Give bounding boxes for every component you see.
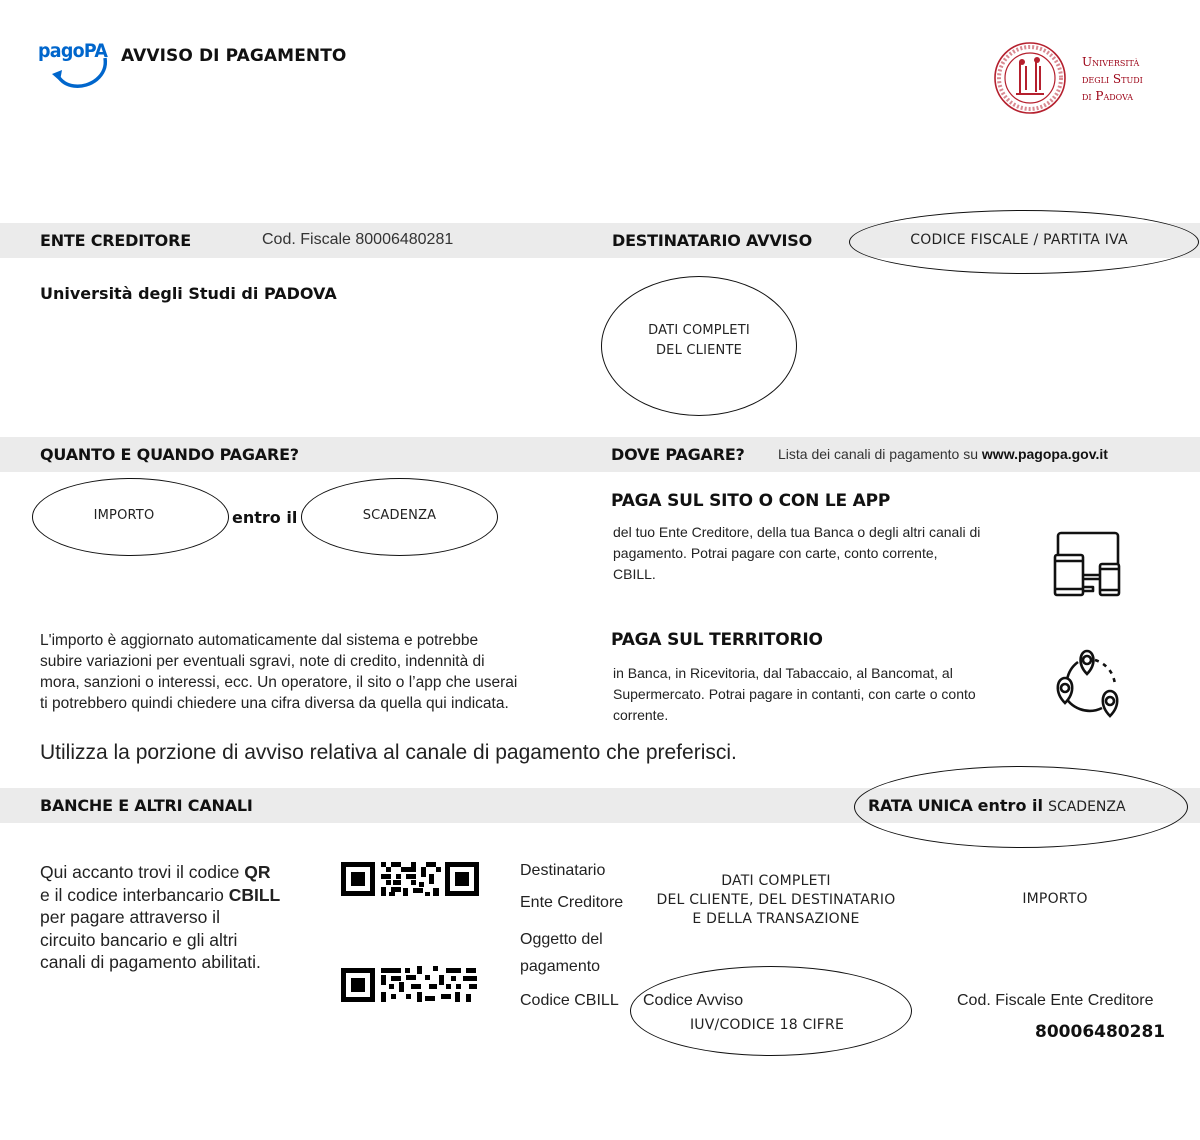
dati-cliente-text xyxy=(601,321,797,361)
importo-note xyxy=(40,630,517,714)
ente-creditore-heading: ENTE CREDITORE xyxy=(40,231,191,250)
desc-line3: per pagare attraverso il xyxy=(40,907,220,927)
label-codice-cbill: Codice CBILL xyxy=(520,992,619,1009)
dove-pagare-heading: DOVE PAGARE? xyxy=(611,445,745,464)
codice-avviso-field xyxy=(630,966,912,1056)
rata-unica-text xyxy=(868,796,1126,815)
pagopa-link[interactable]: www.pagopa.gov.it xyxy=(981,446,1108,462)
importo-note-line4: ti potrebbero quindi chiedere una cifra diversa da quella qui indicata. xyxy=(40,695,509,712)
map-pins-icon xyxy=(1050,648,1126,720)
rata-entro-label: entro il xyxy=(977,796,1043,815)
dati-cliente-line2: DEL CLIENTE xyxy=(655,343,743,358)
ente-codice-fiscale: Cod. Fiscale 80006480281 xyxy=(262,231,454,248)
scadenza-placeholder: SCADENZA xyxy=(362,508,437,523)
destinatario-heading: DESTINATARIO AVVISO xyxy=(612,231,812,250)
label-ente-creditore: Ente Creditore xyxy=(520,894,624,911)
importo-value: IMPORTO xyxy=(1022,891,1088,907)
paga-online-line1: del tuo Ente Creditore, della tua Banca o degli altri canali di xyxy=(613,524,981,540)
paga-territorio-heading: PAGA SUL TERRITORIO xyxy=(611,630,823,650)
importo-note-line1: L'importo è aggiornato automaticamente dal sistema e potrebbe xyxy=(40,632,479,649)
label-oggetto-line1: Oggetto del xyxy=(520,931,603,948)
dati-transazione xyxy=(640,872,912,929)
page-title: AVVISO DI PAGAMENTO xyxy=(121,46,347,66)
paga-online-line2: pagamento. Potrai pagare con carte, conto corrente, xyxy=(613,545,938,561)
codice-fiscale-placeholder: CODICE FISCALE / PARTITA IVA xyxy=(910,232,1128,248)
rata-scadenza-placeholder: SCADENZA xyxy=(1048,799,1126,815)
paga-online-line3: CBILL. xyxy=(613,566,656,582)
rata-unica-label: RATA UNICA xyxy=(868,796,973,815)
pagopa-arrow-icon xyxy=(38,40,112,90)
paga-online-text xyxy=(613,522,980,585)
dati-transazione-line2: DEL CLIENTE, DEL DESTINATARIO xyxy=(656,892,896,908)
dati-transazione-line1: DATI COMPLETI xyxy=(721,873,831,889)
label-destinatario: Destinatario xyxy=(520,862,606,879)
university-name-line2: degli Studi xyxy=(1082,72,1143,86)
university-name-line3: di Padova xyxy=(1082,89,1134,103)
pagopa-logo xyxy=(38,40,112,90)
instruction-text: Utilizza la porzione di avviso relativa al canale di pagamento che preferisci. xyxy=(40,741,737,764)
qr-code-bottom-icon xyxy=(341,966,479,1002)
iuv-placeholder: IUV/CODICE 18 CIFRE xyxy=(689,1017,845,1033)
label-codice-avviso: Codice Avviso xyxy=(643,992,744,1009)
label-cf-ente: Cod. Fiscale Ente Creditore xyxy=(957,992,1154,1009)
university-logo xyxy=(990,40,1160,116)
label-oggetto-line2: pagamento xyxy=(520,958,601,975)
university-seal-icon xyxy=(992,40,1068,116)
desc-line4: circuito bancario e gli altri xyxy=(40,929,238,950)
ente-name: Università degli Studi di PADOVA xyxy=(40,284,337,303)
qr-code-top-icon xyxy=(341,862,479,898)
university-name-line1: Università xyxy=(1082,55,1140,69)
dove-pagare-list-prefix: Lista dei canali di pagamento su xyxy=(778,446,982,462)
cf-ente-value: 80006480281 xyxy=(1035,1022,1166,1042)
desc-cbill-bold: CBILL xyxy=(228,884,281,905)
desc-line5: canali di pagamento abilitati. xyxy=(40,952,261,972)
banche-heading: BANCHE E ALTRI CANALI xyxy=(40,796,253,815)
paga-territorio-line2: Supermercato. Potrai pagare in contanti, con carte o conto xyxy=(613,686,976,702)
desc-line1: Qui accanto trovi il codice xyxy=(40,862,245,882)
entro-il-label: entro il xyxy=(232,508,298,527)
importo-note-line3: mora, sanzioni o interessi, ecc. Un operatore, il sito o l’app che userai xyxy=(40,674,518,691)
pagopa-logo-text: pagoPA xyxy=(38,40,108,62)
importo-placeholder: IMPORTO xyxy=(93,508,155,523)
devices-icon xyxy=(1053,530,1123,600)
desc-qr-bold: QR xyxy=(244,862,271,882)
dove-pagare-list xyxy=(778,446,1108,462)
paga-territorio-text xyxy=(613,663,976,726)
paga-territorio-line3: corrente. xyxy=(613,707,669,723)
banche-description xyxy=(40,861,280,974)
quanto-quando-heading: QUANTO E QUANDO PAGARE? xyxy=(40,445,299,464)
importo-note-line2: subire variazioni per eventuali sgravi, note di credito, indennità di xyxy=(40,653,485,670)
dati-transazione-line3: E DELLA TRANSAZIONE xyxy=(692,911,860,927)
paga-online-heading: PAGA SUL SITO O CON LE APP xyxy=(611,491,891,511)
dati-cliente-line1: DATI COMPLETI xyxy=(648,323,750,338)
desc-line2: e il codice interbancario xyxy=(40,884,229,905)
paga-territorio-line1: in Banca, in Ricevitoria, dal Tabaccaio, al Bancomat, al xyxy=(613,665,953,681)
